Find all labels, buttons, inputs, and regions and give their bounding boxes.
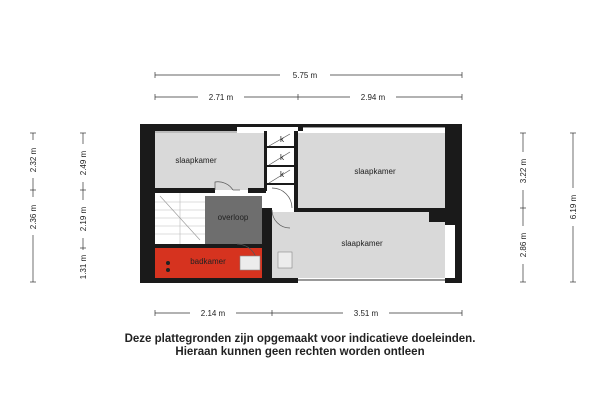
dimension-bottom bbox=[155, 307, 462, 319]
dim-label-right-outer: 6.19 m bbox=[569, 194, 578, 220]
closet-area bbox=[272, 133, 296, 185]
dim-label-top-right: 2.94 m bbox=[360, 93, 386, 102]
dim-label-bottom-left: 2.14 m bbox=[200, 309, 226, 318]
dimension-top-total bbox=[155, 69, 462, 81]
label-closet-3: k bbox=[280, 170, 284, 179]
dim-label-right-inner-bottom: 2.86 m bbox=[519, 232, 528, 258]
dim-label-right-inner-top: 3.22 m bbox=[519, 158, 528, 184]
label-closet-1: k bbox=[280, 135, 284, 144]
dim-label-left-outer-bottom: 2.36 m bbox=[29, 204, 38, 230]
staircase bbox=[155, 193, 205, 244]
label-bedroom-top-left: slaapkamer bbox=[175, 156, 217, 165]
dim-label-left-inner-bottom: 1.31 m bbox=[79, 254, 88, 280]
dim-label-bottom-right: 3.51 m bbox=[353, 309, 379, 318]
dimension-left-inner bbox=[77, 133, 89, 284]
dimension-top-split bbox=[155, 91, 462, 103]
dimension-left-outer bbox=[27, 133, 39, 282]
dimension-right-inner bbox=[517, 133, 529, 282]
label-bathroom: badkamer bbox=[190, 257, 226, 266]
dim-label-top-total: 5.75 m bbox=[292, 71, 318, 80]
label-bedroom-bottom-right: slaapkamer bbox=[341, 239, 383, 248]
dim-label-top-left: 2.71 m bbox=[208, 93, 234, 102]
dimension-right-outer bbox=[567, 133, 579, 282]
disclaimer-line-1: Deze plattegronden zijn opgemaakt voor indicatieve doeleinden. bbox=[124, 333, 476, 345]
label-closet-2: k bbox=[280, 153, 284, 162]
label-bedroom-top-right: slaapkamer bbox=[354, 167, 396, 176]
label-landing: overloop bbox=[217, 213, 249, 222]
dim-label-left-outer-top: 2.32 m bbox=[29, 147, 38, 173]
dim-label-left-inner-top: 2.49 m bbox=[79, 150, 88, 176]
disclaimer-line-2: Hieraan kunnen geen rechten worden ontleen bbox=[175, 346, 425, 358]
dim-label-left-inner-middle: 2.19 m bbox=[79, 206, 88, 232]
